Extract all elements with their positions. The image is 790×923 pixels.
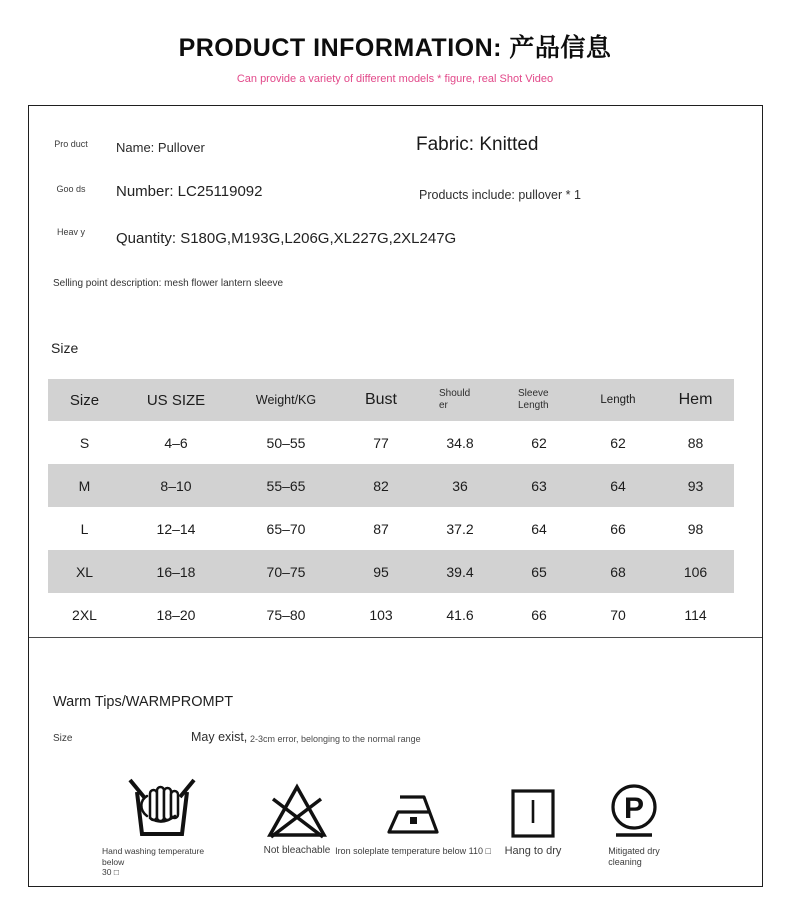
table-row-2xl: 2XL 18–20 75–80 103 41.6 66 70 114 [72, 606, 707, 623]
table-row-l: L 12–14 65–70 87 37.2 64 66 98 [80, 520, 704, 537]
warm-tips-note-detail: 2-3cm error, belonging to the normal range [250, 734, 421, 744]
product-info-box [28, 105, 763, 887]
svg-text:P: P [623, 792, 645, 825]
table-row-m: M 8–10 55–65 82 36 63 64 93 [48, 464, 734, 507]
header-hem: Hem [678, 391, 713, 408]
hand-wash-icon [126, 766, 198, 840]
section-divider [29, 637, 762, 638]
warm-tips-note-main: May exist, [191, 730, 248, 744]
care-item-hang-dry [473, 766, 593, 857]
page-subtitle: Can provide a variety of different models * figure, real Shot Video [236, 73, 554, 85]
care-caption: Hand washing temperature below 30 □ [102, 846, 205, 877]
size-table [48, 379, 734, 636]
header-us-size: US SIZE [146, 391, 206, 409]
selling-point-description: Selling point description: mesh flower lantern sleeve [53, 278, 284, 289]
table-row-xl: XL 16–18 70–75 95 39.4 65 68 106 [48, 550, 734, 593]
table-row-s: S 4–6 50–55 77 34.8 62 62 88 [79, 434, 704, 451]
warm-tips-size-label: Size [53, 733, 73, 744]
care-item-dry-clean [586, 766, 682, 867]
header-length: Length [600, 394, 636, 406]
no-bleach-icon [266, 766, 328, 840]
quantity-value: Quantity: S180G,M193G,L206G,XL227G,2XL247G [116, 230, 457, 247]
size-section-heading: Size [51, 340, 79, 356]
care-item-hand-wash [102, 766, 222, 878]
care-caption: Hang to dry [504, 845, 562, 857]
product-label: Pro duct [54, 139, 88, 149]
care-caption: Not bleachable [263, 845, 331, 856]
header-bust: Bust [364, 391, 397, 408]
care-item-iron [333, 766, 493, 857]
care-caption: Mitigated dry cleaning [608, 846, 660, 867]
warm-tips-heading: Warm Tips/WARMPROMPT [53, 694, 234, 710]
size-table-header-row [48, 379, 734, 421]
header-weight: Weight/KG [255, 393, 317, 407]
goods-number: Number: LC25119092 [116, 183, 263, 200]
fabric-value: Fabric: Knitted [416, 134, 539, 155]
header-sleeve-length: Sleeve Length [518, 388, 549, 411]
header-size: Size [69, 391, 100, 409]
hang-to-dry-icon [509, 766, 557, 840]
header-shoulder: Should er [439, 388, 471, 411]
heavy-label: Heav y [56, 227, 85, 237]
product-name: Name: Pullover [116, 140, 205, 155]
products-include: Products include: pullover * 1 [419, 188, 581, 202]
iron-low-temp-icon [384, 766, 442, 840]
page-title: PRODUCT INFORMATION: 产品信息 [178, 34, 612, 62]
goods-label: Goo ds [56, 184, 86, 194]
mild-dry-clean-icon [607, 766, 661, 840]
care-caption: Iron soleplate temperature below 110 □ [335, 846, 491, 856]
